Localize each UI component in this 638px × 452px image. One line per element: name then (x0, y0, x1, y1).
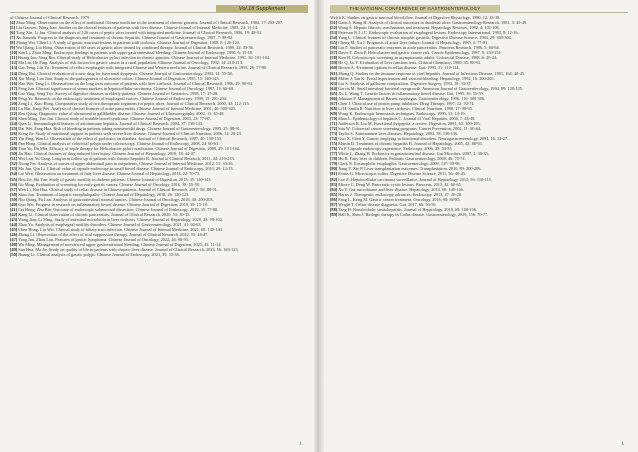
reference-text: Peng Yu. Research on the endoscopic treatment of esophageal varices. Chinese Journal of Endoscopy, 1999, 15: 201-204. (18, 95, 227, 101)
reference-number: [46] (10, 232, 18, 238)
reference-number: [30] (10, 151, 18, 157)
reference-text: Jin Hao. Clinical features of drug induced liver injury. Chinese Journal of Hepatology, 2010, 18: 44-47. (18, 151, 196, 157)
reference-number: [41] (10, 206, 18, 212)
reference-number: [48] (10, 242, 18, 248)
reference-number: [18] (10, 90, 18, 96)
reference-number: [5] (10, 25, 16, 31)
reference-text: Lu Bin, Jiang Wei. Analysis of clinical features of acute pancreatitis. Chinese Journal of Internal Medicine, 2001, 40: 300-303. (18, 105, 236, 111)
reference-number: [56] (330, 45, 338, 51)
reference-text: Feng Jun. Clinical significance of serum markers in hepatocellular carcinoma. Chinese Journal of Oncology, 1997, 19: 66-69. (18, 85, 235, 91)
reference-text: Zhang Q. Studies on the immune response in viral hepatitis. Journal of Infectious Disease, 1991, 164: 40-45. (338, 70, 526, 76)
reference-text: Zhao Ming. Observation on the effect of traditional Chinese medicine in the treatment of chronic gastritis. Journal of Clinical Research, 1984, 17: 203-207. (16, 20, 284, 26)
reference-text: Han Wei, Tang Li. Observations on the long term outcome of patients with liver cirrhosis. Journal of Clinical Research, 1996, 29: 90-94. (18, 80, 253, 86)
reference-number: [42] (10, 211, 18, 217)
reference-number: [83] (330, 181, 338, 187)
reference-number: [55] (330, 40, 338, 46)
reference-text: Tong Xin, Li Jun. Clinical analysis of 126 cases of peptic ulcer treated with integrated medicine. Journal of Clinical Research, 1986, 19: 48-51. (16, 30, 263, 36)
reference-text: Hou Jie, Shi Yan. Study of gastric motility in diabetic patients. Chinese Journal of Digestion, 2015, 35: 140-143. (18, 176, 212, 182)
reference-number: [53] (330, 30, 338, 36)
reference-number: [59] (330, 60, 338, 66)
reference-number: [52] (330, 25, 338, 31)
reference-number: [67] (330, 100, 338, 106)
reference-number: [77] (330, 151, 338, 157)
reference-text: Xu Jianmin. Progress in the diagnosis and treatment of chronic hepatitis. Chinese Journal of Gastroenterology, 1987, 7: 88-92. (16, 35, 234, 41)
right-page (322, 0, 638, 452)
reference-text: Gaon J, Wang H. Analysis of clinical outcomes in duodenal ulcer. Gastroenterology Research, 1981, 3: 45-49. (338, 20, 528, 26)
reference-text: Garcia M. Small intestinal bacterial overgrowth. American Journal of Gastroenterology, 1994, 89: 120-125. (338, 85, 523, 91)
reference-number: [20] (10, 100, 18, 106)
reference-text: Gao Feng, Lin Yu. Treatment of reflux esophagitis with integrated Chinese and Western medicine. Journal of Clinical Research, 1993, 26: 77-80. (18, 65, 268, 71)
reference-text: Xie Ming, Luo Jian. Study of the pathogenesis of ulcerative colitis. Chinese Journal of Digestion, 1995, 15: 140-143. (18, 75, 220, 81)
reference-number: [68] (330, 105, 338, 111)
reference-text: Guo X, Chen Y. Gastric emptying in functional disorders. Neurogastroenterology, 2004, 16: 22-27. (338, 136, 509, 142)
reference-number: [81] (330, 171, 338, 177)
reference-text: Sun Li, Zhou Ming. Endoscopic findings in patients with upper gastrointestinal bleeding. Chinese Journal of Endoscopy, 1990, 6: 15-18. (18, 50, 254, 56)
reference-number: [69] (330, 110, 338, 116)
reference-number: [12] (10, 60, 18, 66)
reference-number: [75] (330, 141, 338, 147)
reference-text: Tang H. Nonalcoholic steatohepatitis. Journal of Hepatology, 2018, 68: 100-106. (338, 206, 477, 212)
reference-text: Zeng Li, Xiao Hong. Comparative study of two therapeutic regimens for peptic ulcer. Journal of Clinical Research, 2000, 33: 112-115. (18, 100, 250, 106)
reference-text: Pan Hong. Clinical analysis of colorectal polyps under colonoscopy. Chinese Journal of Endoscopy, 2008, 24: 60-63. (18, 141, 220, 147)
reference-text: Shao Jun. Treatment of hepatic encephalopathy. Chinese Journal of Hepatology, 2018, 26: 120-123. (18, 191, 190, 197)
reference-number: [51] (330, 20, 338, 26)
reference-text: Clark N. Eosinophilic esophagitis. Gastroenterology, 2009, 137: 90-96. (338, 161, 461, 167)
reference-text: Peterson R, Li C. Endoscopic evaluation of esophageal lesions. Endoscopy International, 1983, 8: 12-16. (338, 30, 519, 36)
left-page-number: 1 (299, 442, 302, 447)
reference-number: [28] (10, 141, 18, 147)
reference-number: [40] (10, 201, 18, 207)
reference-number: [57] (330, 50, 338, 56)
reference-text: Johnson P. Management of Barrett esophagus. Gastroenterology, 1996, 110: 300-306. (338, 95, 486, 101)
reference-number: [71] (330, 120, 338, 126)
right-page-header (330, 5, 628, 13)
reference-text: Wang S. Hepatic fibrosis: mechanisms and treatment. Hepatology Reviews, 1982, 4: 101-106. (338, 25, 500, 31)
reference-text: Dai Wei, Fang Hua. Risk of bleeding in patients taking nonsteroidal drugs. Chinese Journal of Gastroenterology, 2005, 25: 88-91. (18, 126, 241, 132)
reference-number: [47] (10, 237, 18, 243)
left-header-tag: Vol.18 Supplement (216, 5, 308, 12)
reference-text: Sun Hua, Ma Jie. Study on quality of life in patients with chronic liver disease. Journal of Clinical Research, 2023, 56: 120-123. (18, 247, 239, 253)
reference-text: Hu R. Fatty liver in children. Pediatric Gastroenterology, 2008, 46: 70-74. (338, 156, 466, 162)
reference-text: Wei Lan, Yu Gang. Long term follow up of patients with chronic hepatitis B. Journal of Clinical Research, 2011, 44: 210-213. (18, 156, 235, 162)
reference-text: Zhang Li. Observation of the effect of acid suppression therapy. Journal of Clinical Research, 2022, 55: 44-47. (18, 232, 209, 238)
reference-number: [72] (330, 126, 338, 132)
reference-number: [79] (330, 161, 338, 167)
reference-number: [64] (330, 85, 338, 91)
reference-text: Fang L, Kong M. Gastric cancer treatment. Oncology, 2016, 90: 80-85. (338, 196, 461, 202)
reference-number: [43] (10, 216, 18, 222)
reference-number: [58] (330, 55, 338, 61)
reference-text: Kang Li. Clinical observation of chronic pancreatitis. Journal of Clinical Research, 2020, 53: 30-33. (18, 211, 191, 217)
reference-text: Zhao L. Epidemiology of hepatitis C. Journal of Viral Hepatitis, 2000, 7: 44-48. (338, 115, 476, 121)
right-reference-list (330, 15, 628, 217)
reference-text: Zhao Yu. Analysis of esophageal motility disorders. Chinese Journal of Gastroenterology, 2021, 41: 60-63. (18, 221, 202, 227)
reference-number: [54] (330, 35, 338, 41)
reference-text: Yang Jun, Zhou Lan. Features of gastric lymphoma. Chinese Journal of Oncology, 2022, 44: 90-93. (18, 237, 189, 243)
reference-number: [35] (10, 176, 18, 182)
reference-number: [16] (10, 80, 18, 86)
reference-text: Anderson B, Liu M. Functional dyspepsia: a review. Digestion, 2001, 63: 100-105. (338, 120, 481, 126)
left-page (0, 0, 316, 452)
reference-text: Zhang Wei, Chen Li. A study of gastric mucosal lesions in patients with cirrhosis. Chinese Journal of Digestion, 1988, 8: 120-123. (16, 40, 241, 46)
reference-number: [11] (10, 55, 17, 61)
reference-number: [33] (10, 166, 18, 172)
reference-text: Davis T, Zhou P. Helicobacter and gastric cancer risk. Cancer Epidemiology, 1987, 9: 150-154. (338, 50, 502, 56)
reference-text: Luo Z. Hepatocellular carcinoma surveillance. Journal of Hepatology, 2012, 56: 110-115. (338, 176, 492, 182)
reference-number: [36] (10, 181, 18, 187)
reference-entry (330, 212, 628, 217)
reference-text: Wong K. Endoscopic hemostasis techniques. Endoscopy, 1999, 31: 14-19. (338, 110, 466, 116)
reference-text: White L, Zhang H. Probiotics in gastrointestinal disease. Gut Microbes, 2007, 2: 30-35. (338, 151, 489, 157)
reference-text: Xu Y. Gut microbiome and liver disease. Hepatology, 2014, 60: 140-146. (338, 186, 464, 192)
reference-number: [32] (10, 161, 18, 167)
reference-text: of Chinese Journal of Clinical Research, 1979. (10, 15, 91, 20)
reference-number: [22] (10, 110, 18, 116)
reference-number: [78] (330, 156, 338, 162)
reference-text: Cheng M, Xu J. Prognosis of acute liver failure. Journal of Hepatology, 1985, 2: 77-81. (338, 40, 489, 46)
right-header-tag: THE NATIONAL CONFERENCE OF GASTROENTEROLOGY (330, 5, 500, 12)
reference-text: Sun W. Colorectal cancer screening programs. Cancer Prevention, 2002, 11: 60-64. (338, 126, 482, 132)
reference-entry (10, 252, 308, 257)
reference-number: [8] (10, 40, 16, 46)
reference-text: Cao Ying, Song Tao. Survey of digestive diseases in elderly patients. Chinese Journal of Geriatrics, 1998, 17: 25-28. (18, 90, 219, 96)
reference-number: [26] (10, 131, 18, 137)
left-page-header (10, 5, 308, 13)
reference-text: Deng Hui. Clinical evaluation of a new drug for functional dyspepsia. Chinese Journal of Gastroenterology, 1994, 14: 55-58. (18, 70, 233, 76)
reference-number: [37] (10, 186, 18, 192)
reference-text: Hall K, Shen J. Biologic therapy in Crohn disease. Gastroenterology, 2019, 156: 70-77. (338, 211, 489, 217)
reference-number: [49] (10, 247, 18, 253)
reference-text: Chen Hong, Liu Wei. Clinical study of biliary tract infection. Chinese Journal of Internal Medicine, 2021, 60: 140-143. (18, 226, 223, 232)
reference-text: Brown A. Treatment options in reflux disease. Gut, 1990, 31: 110-114. (338, 65, 460, 71)
reference-number: [85] (330, 191, 338, 197)
reference-text: Welch K. Studies on gastric mucosal blood flow. Journal of Digestive Physiology, 1980, 12: 33-38. (330, 15, 501, 20)
reference-text: Liu Gaowei, Wang Jian. Studies on the clinical features of patients with liver disease. Chinese Journal of Internal Medicine, 1985, 24: 11-14. (16, 25, 259, 31)
reference-number: [45] (10, 226, 18, 232)
reference-number: [70] (330, 115, 338, 121)
reference-number: [76] (330, 146, 338, 152)
reference-number: [19] (10, 95, 18, 101)
reference-number: [39] (10, 196, 18, 202)
reference-text: Wu Qiang, Liu Hong. Observation of 60 cases of gastric ulcer treated by combined therapy. Journal of Clinical Research, 1989, 22: 33-36. (16, 45, 254, 51)
reference-number: [27] (10, 136, 18, 142)
reference-number: [73] (330, 131, 338, 137)
reference-number: [44] (10, 221, 18, 227)
reference-text: Li H, Smith R. Nutrition in liver cirrhosis. Clinical Nutrition, 1998, 17: 90-95. (338, 105, 473, 111)
reference-text: Evans G. Microscopic colitis. Digestive Disease Science, 2011, 56: 40-45. (338, 171, 467, 177)
reference-number: [25] (10, 126, 18, 132)
reference-text: Kong Jie. Study of nutritional support in patients with severe liver disease. Chinese Journal of Clinical Nutrition, 2006, 14: 20-23. (18, 131, 242, 137)
left-reference-list (10, 15, 308, 257)
reference-number: [86] (330, 196, 338, 202)
reference-text: Huang Jun, Yang Bin. Clinical study of Helicobacter pylori infection in chronic gastritis. Chinese Journal of Internal Medicine, 1991, 30: 101-104. (18, 55, 271, 61)
reference-number: [88] (330, 206, 338, 212)
reference-text: Yu F. Capsule endoscopy experience. Endoscopy, 2006, 38: 50-55. (338, 146, 453, 152)
reference-number: [10] (10, 50, 18, 56)
reference-number: [82] (330, 176, 338, 182)
reference-number: [17] (10, 85, 18, 91)
reference-number: [4] (10, 20, 16, 26)
reference-number: [63] (330, 80, 338, 86)
reference-text: Niu Qiang, Fu Lan. Analysis of gastrointestinal stromal tumors. Chinese Journal of Oncology, 2018, 40: 200-203. (18, 196, 214, 202)
reference-number: [87] (330, 201, 338, 207)
reference-text: Liu S. Analysis of gallstone composition. Digestive Surgery, 1993, 10: 33-37. (338, 80, 472, 86)
reference-text: Chen J. Clinical use of proton pump inhibitors. Drug Therapy, 1997, 12: 70-74. (338, 100, 475, 106)
reference-number: [80] (330, 166, 338, 172)
reference-number: [7] (10, 35, 16, 41)
reference-number: [14] (10, 70, 18, 76)
reference-text: Taylor S. Autoimmune liver diseases. Hepatology, 2003, 38: 130-136. (338, 131, 459, 137)
reference-number: [13] (10, 65, 18, 71)
reference-text: Wang Jian, Li Ming. Study of intestinal microbiota in liver cirrhosis. Chinese Journal of Hepatology, 2020, 28: 99-102. (18, 216, 223, 222)
reference-text: Wen Li, Bai Hua. Clinical study of celiac disease in Chinese patients. Journal of Clinical Research, 2017, 50: 88-91. (18, 186, 218, 192)
reference-number: [34] (10, 171, 18, 177)
reference-text: Lin F. Studies of pancreatic enzymes in acute pancreatitis. Pancreas Research, 1986, 5: 60-64. (338, 45, 500, 51)
reference-text: Wright T. Celiac disease diagnosis. Gut, 2017, 66: 50-56. (338, 201, 437, 207)
reference-text: Martin D. Treatment of chronic hepatitis B. Journal of Hepatology, 2005, 42: 88-93. (338, 141, 483, 147)
reference-text: Shen Ming, Yao Jun. Clinical study of irritable bowel syndrome. Chinese Journal of Digestion, 2003, 23: 77-80. (18, 115, 211, 121)
reference-text: Huang Li. Clinical analysis of gastric polyps. Chinese Journal of Endoscopy, 2023, 39: 33-36. (18, 252, 180, 258)
reference-text: Qian Li. Immunological features of autoimmune hepatitis. Journal of Clinical Research, 2004, 37: 130-133. (18, 120, 204, 126)
reference-text: Xiong Fei. Analysis of causes of upper abdominal pain in outpatients. Chinese Journal of Internal Medicine, 2012, 51: 33-36. (18, 161, 234, 167)
reference-text: Ma Lin, He Ping. Analysis of risk factors for gastric cancer in a rural population. Chinese Journal of Oncology, 1992, 14: 210-213. (18, 60, 243, 66)
reference-text: He Q, Lu Y. Evaluation of liver function tests. Clinical Chemistry, 1989, 35: 88-92. (338, 60, 482, 66)
reference-number: [9] (10, 45, 16, 51)
reference-number: [65] (330, 90, 338, 96)
reference-text: Moore C, Deng W. Pancreatic cystic lesions. Pancreas, 2013, 42: 60-65. (338, 181, 462, 187)
reference-text: Yin Ping, Wan Li. Observation of the effect of probiotics on diarrhea. Journal of Clinical Research, 2007, 40: 150-153. (18, 136, 223, 142)
reference-number: [21] (10, 105, 18, 111)
reference-number: [29] (10, 146, 18, 152)
reference-text: Jiang Y, Xie P. Liver transplantation outcomes. Transplantation, 2010, 89: 200-206. (338, 166, 482, 172)
reference-text: Lei Hong, Zhu Bin. Outcome of endoscopic submucosal dissection. Chinese Journal of Endoscopy, 2019, 35: 77-80. (18, 206, 219, 212)
reference-number: [50] (10, 252, 18, 258)
reference-number: [6] (10, 30, 16, 36)
reference-number: [74] (330, 136, 338, 142)
reference-number: [61] (330, 70, 338, 76)
reference-number: [24] (10, 120, 18, 126)
right-page-number: 1 (621, 442, 624, 447)
reference-text: Xu L, Wang T. Genetic factors in inflammatory bowel disease. Gut, 1995, 36: 55-59. (338, 90, 484, 96)
reference-text: Lai Wen. Observation on treatment of fatty liver disease. Chinese Journal of Hepatology, 2014, 22: 70-73. (18, 171, 201, 177)
reference-text: Miller J, Tan K. Portal hypertension and variceal bleeding. Hepatology, 1992, 16: 200-205. (338, 75, 495, 81)
reference-text: Guo Wei. Progress in research on inflammatory bowel disease. Chinese Journal of Digestion, 2019, 39: 15-18. (18, 201, 208, 207)
reference-number: [62] (330, 75, 338, 81)
reference-number: [66] (330, 95, 338, 101)
reference-text: Wu Ming. Management of nonvariceal upper gastrointestinal bleeding. Chinese Journal of Digestion, 2023, 43: 11-14. (18, 242, 222, 248)
reference-text: Yang L. Clinical features of chronic atrophic gastritis. Digestive Disease Science, 1984, 29: 300-304. (338, 35, 512, 41)
reference-text: Tian Yu, Du Min. Efficacy of triple therapy for Helicobacter pylori eradication. Chinese Journal of Digestion, 2009, 29: 101-104. (18, 146, 241, 152)
reference-number: [89] (330, 211, 338, 217)
reference-number: [84] (330, 186, 338, 192)
reference-number: [38] (10, 191, 18, 197)
reference-text: Gu Ming. Evaluation of screening for early gastric cancer. Chinese Journal of Oncology, 2016, 38: 55-58. (18, 181, 200, 187)
reference-number: [31] (10, 156, 18, 162)
reference-text: Ren Qiang. Diagnostic value of ultrasound in gallbladder disease. Chinese Journal of Ultrasonography, 2002, 11: 45-48. (18, 110, 225, 116)
reference-text: Harris J. Therapeutic endoscopy advances. Endoscopy, 2015, 47: 20-26. (338, 191, 463, 197)
reference-number: [23] (10, 115, 18, 121)
reference-text: Kim H. Colonoscopic screening in asymptomatic adults. Colorectal Disease, 1988, 6: 20-24. (338, 55, 498, 61)
reference-number: [15] (10, 75, 18, 81)
reference-number: [60] (330, 65, 338, 71)
reference-text: Mo Jun, Qin Li. Clinical value of capsule endoscopy in small bowel disease. Chinese Journal of Endoscopy, 2013, 29: 12-15. (18, 166, 234, 172)
